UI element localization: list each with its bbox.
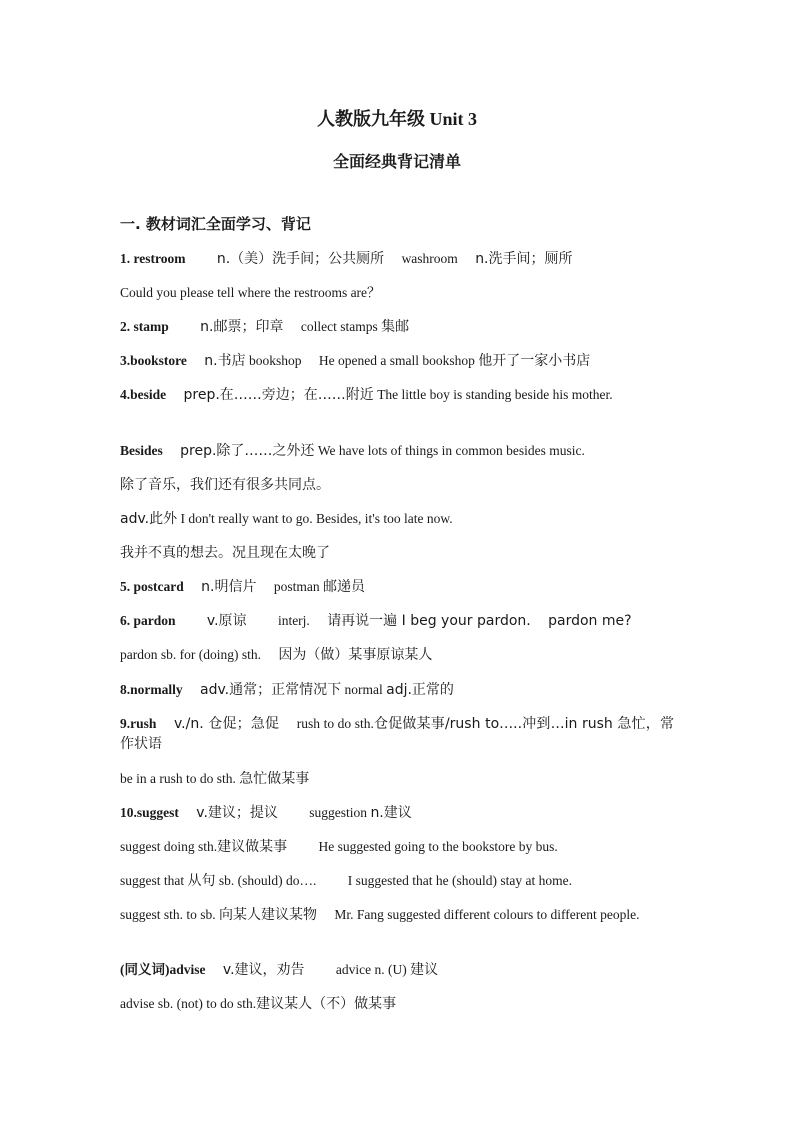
example-translation: 除了音乐，我们还有很多共同点。 — [120, 477, 330, 493]
vocab-entry-advise — [120, 960, 674, 980]
phrase-chinese: 建议做某事 — [217, 839, 288, 855]
related-definition: 集邮 — [381, 319, 410, 335]
example-sentence: The little boy is standing beside his mother. — [377, 387, 613, 402]
section-heading: 一. 教材词汇全面学习、背记 — [120, 215, 311, 233]
entry-word: 6. pardon — [120, 613, 176, 628]
related-definition: 邮递员 — [322, 579, 365, 595]
example-sentence: Mr. Fang suggested different colours to different people. — [334, 907, 640, 922]
phrase-pardon — [120, 645, 674, 665]
related-definition: n.洗手间；厕所 — [475, 251, 573, 267]
phrase-english: advise sb. (not) to do sth. — [120, 996, 257, 1011]
example-sentence: We have lots of things in common besides music. — [317, 443, 585, 458]
vocab-entry-normally — [120, 680, 674, 700]
example-translation: 他开了一家小书店 — [478, 353, 591, 369]
related-word: normal — [344, 682, 383, 697]
entry-definition: v.建议；提议 — [196, 805, 278, 821]
entry-definition: n.明信片 — [201, 579, 257, 595]
related-word: suggestion — [309, 805, 368, 820]
phrase-rush — [120, 769, 674, 789]
entry-definition: v.建议，劝告 — [222, 962, 305, 978]
page-title: 人教版九年级 Unit 3 — [316, 109, 477, 129]
example-sentence: He opened a small bookshop — [318, 353, 475, 368]
vocab-entry-bookstore — [120, 351, 674, 371]
vocab-entry-postcard — [120, 577, 674, 597]
phrase-chinese: 因为（做）某事原谅某人 — [278, 647, 433, 663]
entry-definition-2: 请再说一遍 I beg your pardon. — [327, 613, 531, 629]
phrase-english: suggest sth. to sb. — [120, 907, 216, 922]
entry-definition: v.原谅 — [206, 613, 247, 629]
vocab-entry-besides — [120, 441, 674, 461]
entry-word: Besides — [120, 443, 163, 458]
phrase-chinese: 急忙做某事 — [239, 771, 310, 787]
related-word: collect stamps — [300, 319, 378, 334]
vocab-entry-rush — [120, 714, 674, 754]
phrase-english: be in a rush to do sth. — [120, 771, 236, 786]
entry-word: 4.beside — [120, 387, 167, 402]
vocab-entry-pardon — [120, 611, 674, 631]
entry-definition: n.（美）洗手间；公共厕所 — [216, 251, 385, 267]
example-sentence: Could you please tell where the restrooms are？ — [120, 285, 381, 300]
entry-word: 2. stamp — [120, 319, 169, 334]
phrase-suggest-to — [120, 905, 674, 925]
page-subtitle: 全面经典背记清单 — [332, 152, 461, 171]
vocab-entry-restroom — [120, 249, 674, 269]
related-definition: adj.正常的 — [386, 682, 454, 698]
phrase-chinese: 建议某人（不）做某事 — [256, 996, 397, 1012]
entry-definition: n.书店 — [204, 353, 246, 369]
vocab-entry-stamp — [120, 317, 674, 337]
related-word: bookshop — [248, 353, 302, 368]
phrase-english: suggest doing sth. — [120, 839, 218, 854]
phrase-suggest-doing — [120, 837, 674, 857]
related-definition: n.建议 — [370, 805, 412, 821]
phrase-chinese: 向某人建议某物 — [219, 907, 318, 923]
part-of-speech: interj. — [277, 613, 310, 628]
entry-definition: v./n. 仓促；急促 — [173, 716, 280, 732]
entry-word: 5. postcard — [120, 579, 184, 594]
entry-definition: adv.通常；正常情况下 — [200, 682, 342, 698]
entry-definition: adv.此外 — [120, 511, 178, 527]
entry-definition: prep.除了……之外还 — [180, 443, 315, 459]
vocab-entry-besides-adv — [120, 509, 674, 529]
phrase-advise — [120, 994, 674, 1014]
phrase-english-2: sb. (should) do…. — [218, 873, 317, 888]
entry-word: 9.rush — [120, 716, 157, 731]
entry-word: 3.bookstore — [120, 353, 187, 368]
example-sentence: pardon me? — [548, 613, 632, 629]
related-word: advice n. (U) — [335, 962, 407, 977]
example-translation: 我并不真的想去。况且现在太晚了 — [120, 545, 330, 561]
related-definition: 建议 — [410, 962, 439, 978]
phrase-chinese: 从句 — [187, 873, 216, 889]
example-sentence: rush to do sth. — [296, 716, 374, 731]
example-sentence: I suggested that he (should) stay at home. — [347, 873, 572, 888]
phrase-english: pardon sb. for (doing) sth. — [120, 647, 261, 662]
example-sentence: He suggested going to the bookstore by bus. — [318, 839, 558, 854]
entry-word: 10.suggest — [120, 805, 179, 820]
entry-word: 8.normally — [120, 682, 183, 697]
entry-definition: n.邮票；印章 — [200, 319, 284, 335]
example-translation: 仓促做某事/rush to…..冲到…in rush 急忙，常作状语 — [120, 716, 674, 752]
example-sentence: I don't really want to go. Besides, it's too late now. — [180, 511, 453, 526]
related-word: postman — [273, 579, 320, 594]
phrase-suggest-that — [120, 871, 674, 891]
entry-word: (同义词)advise — [120, 962, 206, 977]
vocab-entry-suggest — [120, 803, 674, 823]
vocab-entry-beside — [120, 385, 674, 405]
phrase-english: suggest that — [120, 873, 185, 888]
entry-word: 1. restroom — [120, 251, 186, 266]
related-word: washroom — [401, 251, 458, 266]
entry-definition: prep.在……旁边；在……附近 — [183, 387, 374, 403]
